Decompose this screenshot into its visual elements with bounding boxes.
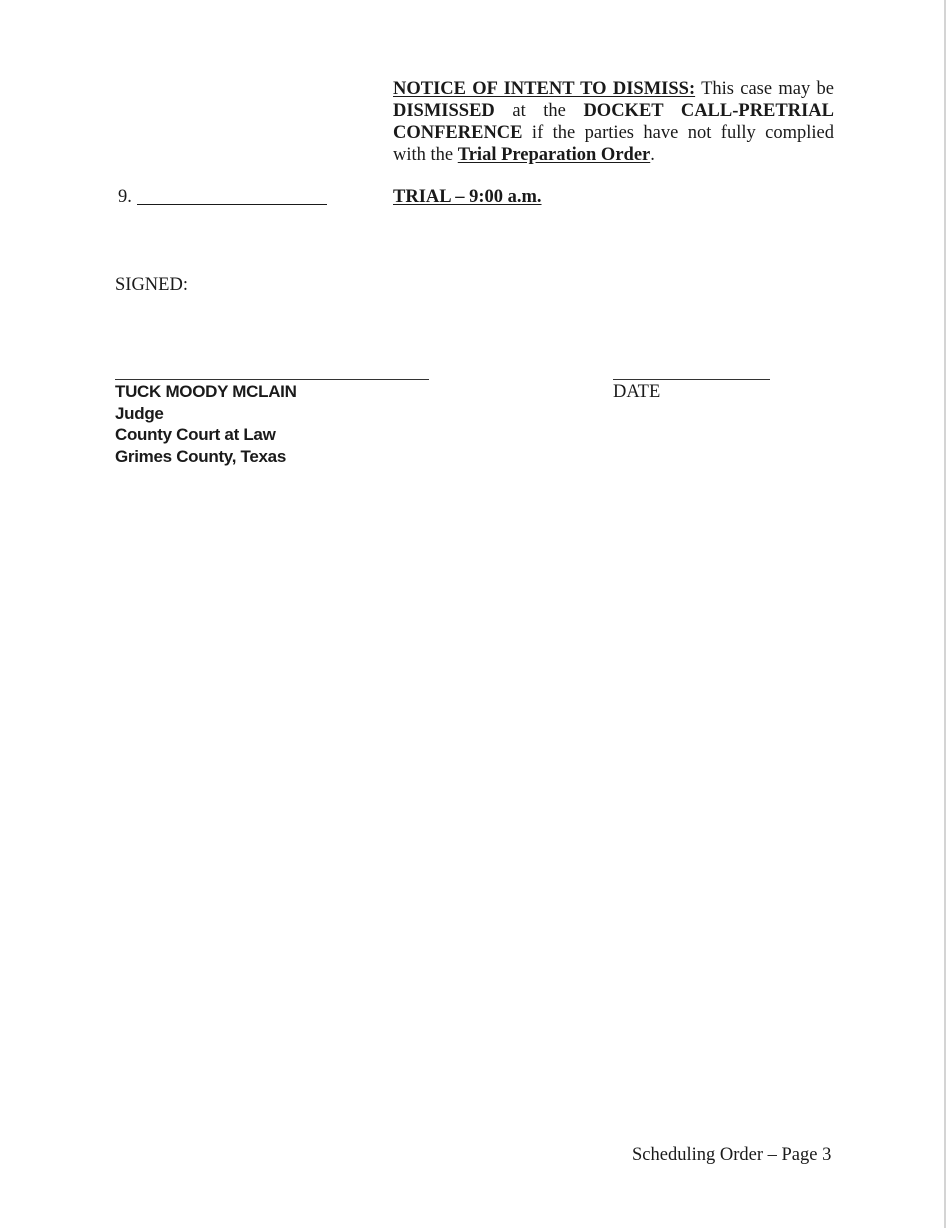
notice-text-1: This case may be: [695, 79, 835, 99]
signed-label: SIGNED:: [115, 275, 188, 295]
court-name: County Court at Law: [115, 425, 276, 444]
date-signature-line: [613, 379, 770, 380]
page-edge-shadow: [944, 0, 946, 1228]
notice-dismissed: DISMISSED: [393, 101, 495, 121]
trial-heading: TRIAL – 9:00 a.m.: [393, 187, 542, 207]
notice-text-2: at the: [494, 101, 584, 121]
judge-name: TUCK MOODY MCLAIN: [115, 382, 297, 401]
notice-of-intent-paragraph: [393, 78, 834, 166]
date-label: DATE: [613, 382, 661, 402]
page-footer: Scheduling Order – Page 3: [632, 1145, 832, 1165]
county-name: Grimes County, Texas: [115, 446, 286, 466]
notice-text-3: if the parties have not fully complied with the: [393, 123, 834, 165]
judge-title: Judge: [115, 403, 164, 423]
notice-docket-call: DOCKET CALL-PRETRIAL CONFERENCE: [393, 101, 834, 143]
notice-order-name: Trial Preparation Order: [457, 145, 651, 165]
trial-date-blank-line: [137, 204, 327, 205]
judge-signature-line: [115, 379, 429, 380]
notice-heading: NOTICE OF INTENT TO DISMISS:: [393, 79, 696, 99]
item-number: 9.: [118, 187, 132, 207]
notice-text-4: .: [650, 145, 655, 165]
judge-signature-block: [115, 381, 297, 467]
